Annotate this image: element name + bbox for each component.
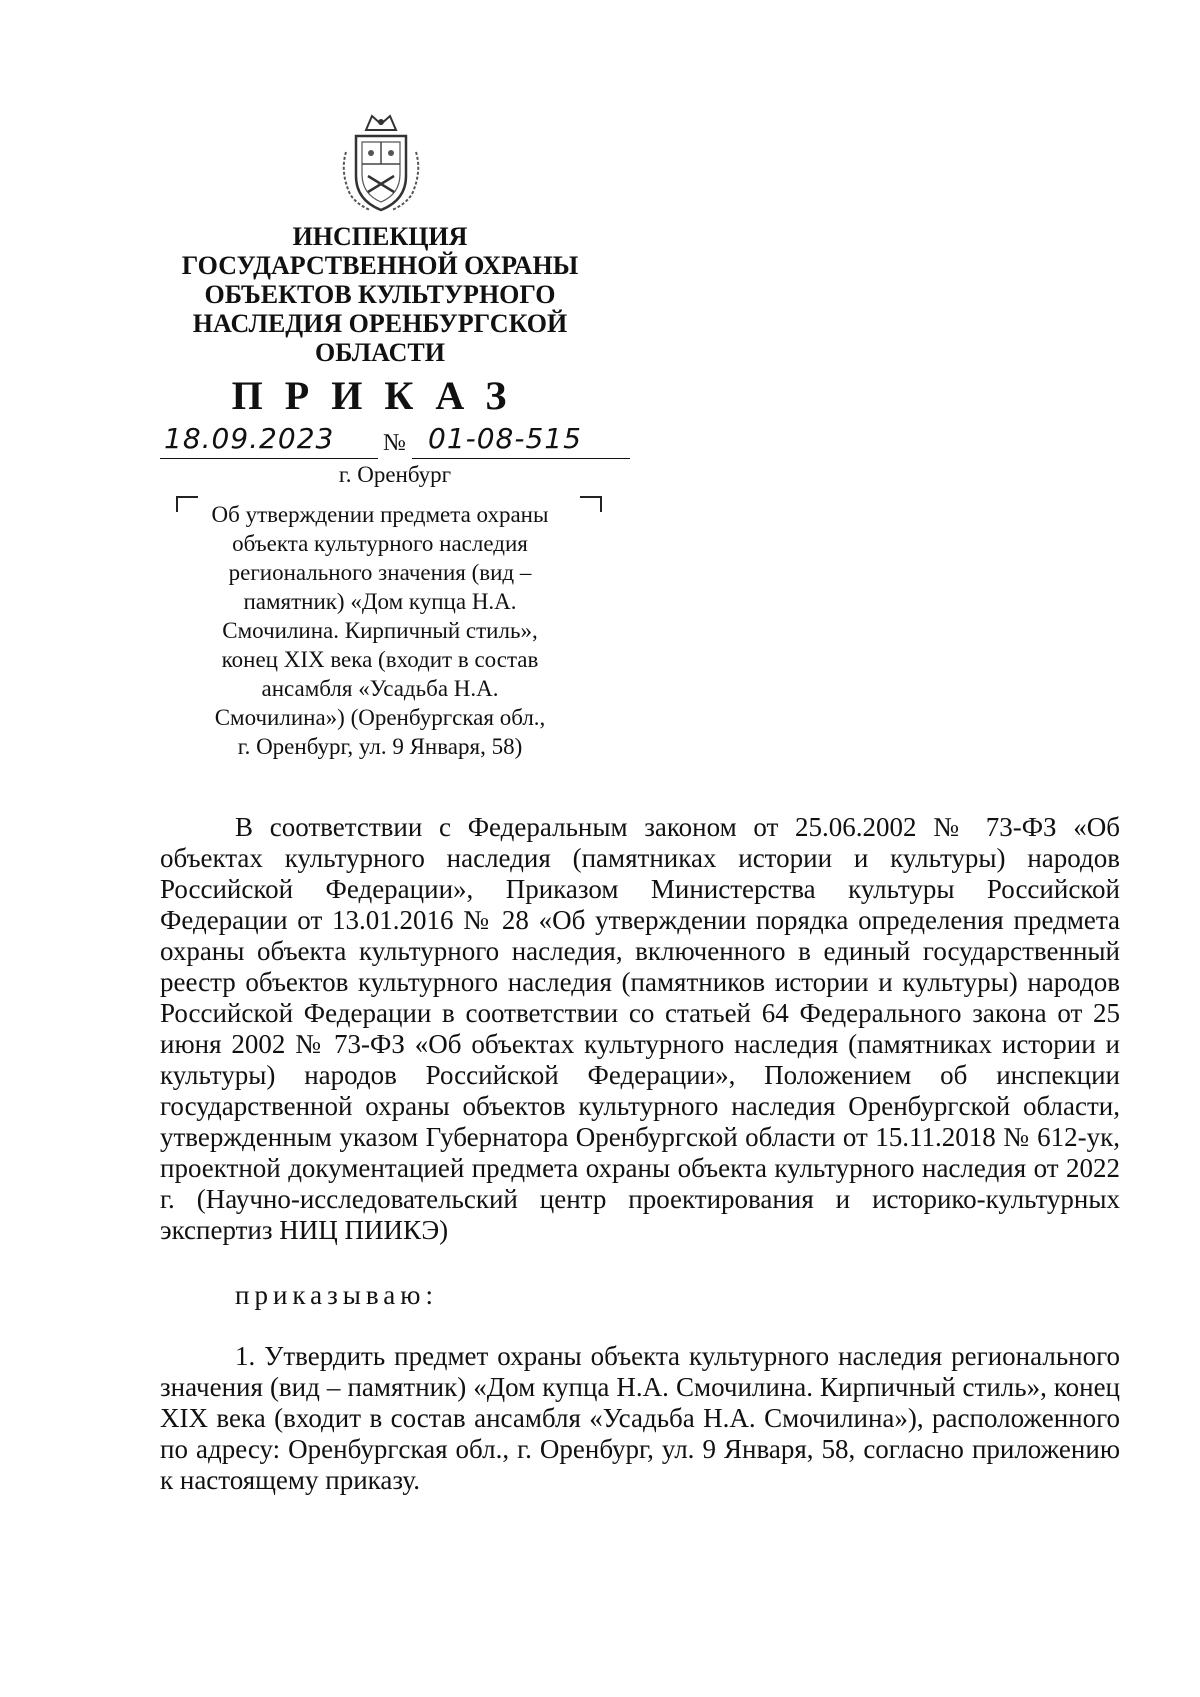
- issuing-authority: [170, 222, 590, 367]
- subject-line: г. Оренбург, ул. 9 Января, 58): [237, 734, 523, 759]
- subject-line: объекта культурного наследия: [232, 531, 528, 556]
- number-sign: №: [383, 430, 406, 456]
- subject-line: памятник) «Дом купца Н.А.: [243, 589, 517, 614]
- org-line: НАСЛЕДИЯ ОРЕНБУРГСКОЙ: [192, 309, 568, 338]
- preamble-paragraph: В соответствии с Федеральным законом от 25.06.2002 № 73-ФЗ «Об объектах культурного наследия (памятниках истории и культуры) народов Российской Федерации», Приказом Министерства культуры Российской Федерации от 13.01.2016 № 28 «Об утверждении порядка определения предмета охраны объекта культурного наследия, включенного в единый государственный реестр объектов культурного наследия (памятников истории и культуры) народов Российской Федерации в соответствии со статьей 64 Федерального закона от 25 июня 2002 № 73-ФЗ «Об объектах культурного наследия (памятниках истории и культуры) народов Российской Федерации», Положением об инспекции государственной охраны объектов культурного наследия Оренбургской области, утвержденным указом Губернатора Оренбургской области от 15.11.2018 № 612-ук, проектной документацией предмета охраны объекта культурного наследия от 2022 г. (Научно-исследовательский центр проектирования и историко-культурных экспертиз НИЦ ПИИКЭ): [160, 812, 1120, 1245]
- subject-line: Смочилина. Кирпичный стиль»,: [222, 618, 538, 643]
- org-line: ОБЛАСТИ: [315, 338, 445, 367]
- org-line: ОБЪЕКТОВ КУЛЬТУРНОГО: [204, 280, 556, 309]
- coat-of-arms-emblem: [336, 112, 426, 216]
- subject-line: регионального значения (вид –: [228, 560, 532, 585]
- subject-line: конец XIX века (входит в состав: [221, 647, 539, 672]
- registration-line: [160, 420, 630, 460]
- order-keyword: приказываю:: [235, 1280, 438, 1310]
- order-item-1: 1. Утвердить предмет охраны объекта культурного наследия регионального значения (вид – памятник) «Дом купца Н.А. Смочилина. Кирпичный стиль», конец XIX века (входит в состав ансамбля «Усадьба Н.А. Смочилина»), расположенного по адресу: Оренбургская обл., г. Оренбург, ул. 9 Января, 58, согласно приложению к настоящему приказу.: [160, 1341, 1120, 1495]
- number-underline: [412, 458, 630, 459]
- org-line: ИНСПЕКЦИЯ: [292, 222, 468, 251]
- subject-line: Об утверждении предмета охраны: [211, 502, 549, 527]
- date-underline: [160, 458, 378, 459]
- subject-bracket-right: [580, 496, 602, 512]
- order-subject: [190, 500, 570, 761]
- order-number: 01-08-515: [428, 422, 582, 455]
- subject-line: Смочилина») (Оренбургская обл.,: [214, 705, 546, 730]
- city: г. Оренбург: [338, 462, 452, 487]
- document-type-title: ПРИКАЗ: [231, 373, 529, 418]
- org-line: ГОСУДАРСТВЕННОЙ ОХРАНЫ: [181, 251, 579, 280]
- order-date: 18.09.2023: [164, 422, 335, 455]
- order-body: [160, 812, 1120, 1496]
- subject-line: ансамбля «Усадьба Н.А.: [261, 676, 499, 701]
